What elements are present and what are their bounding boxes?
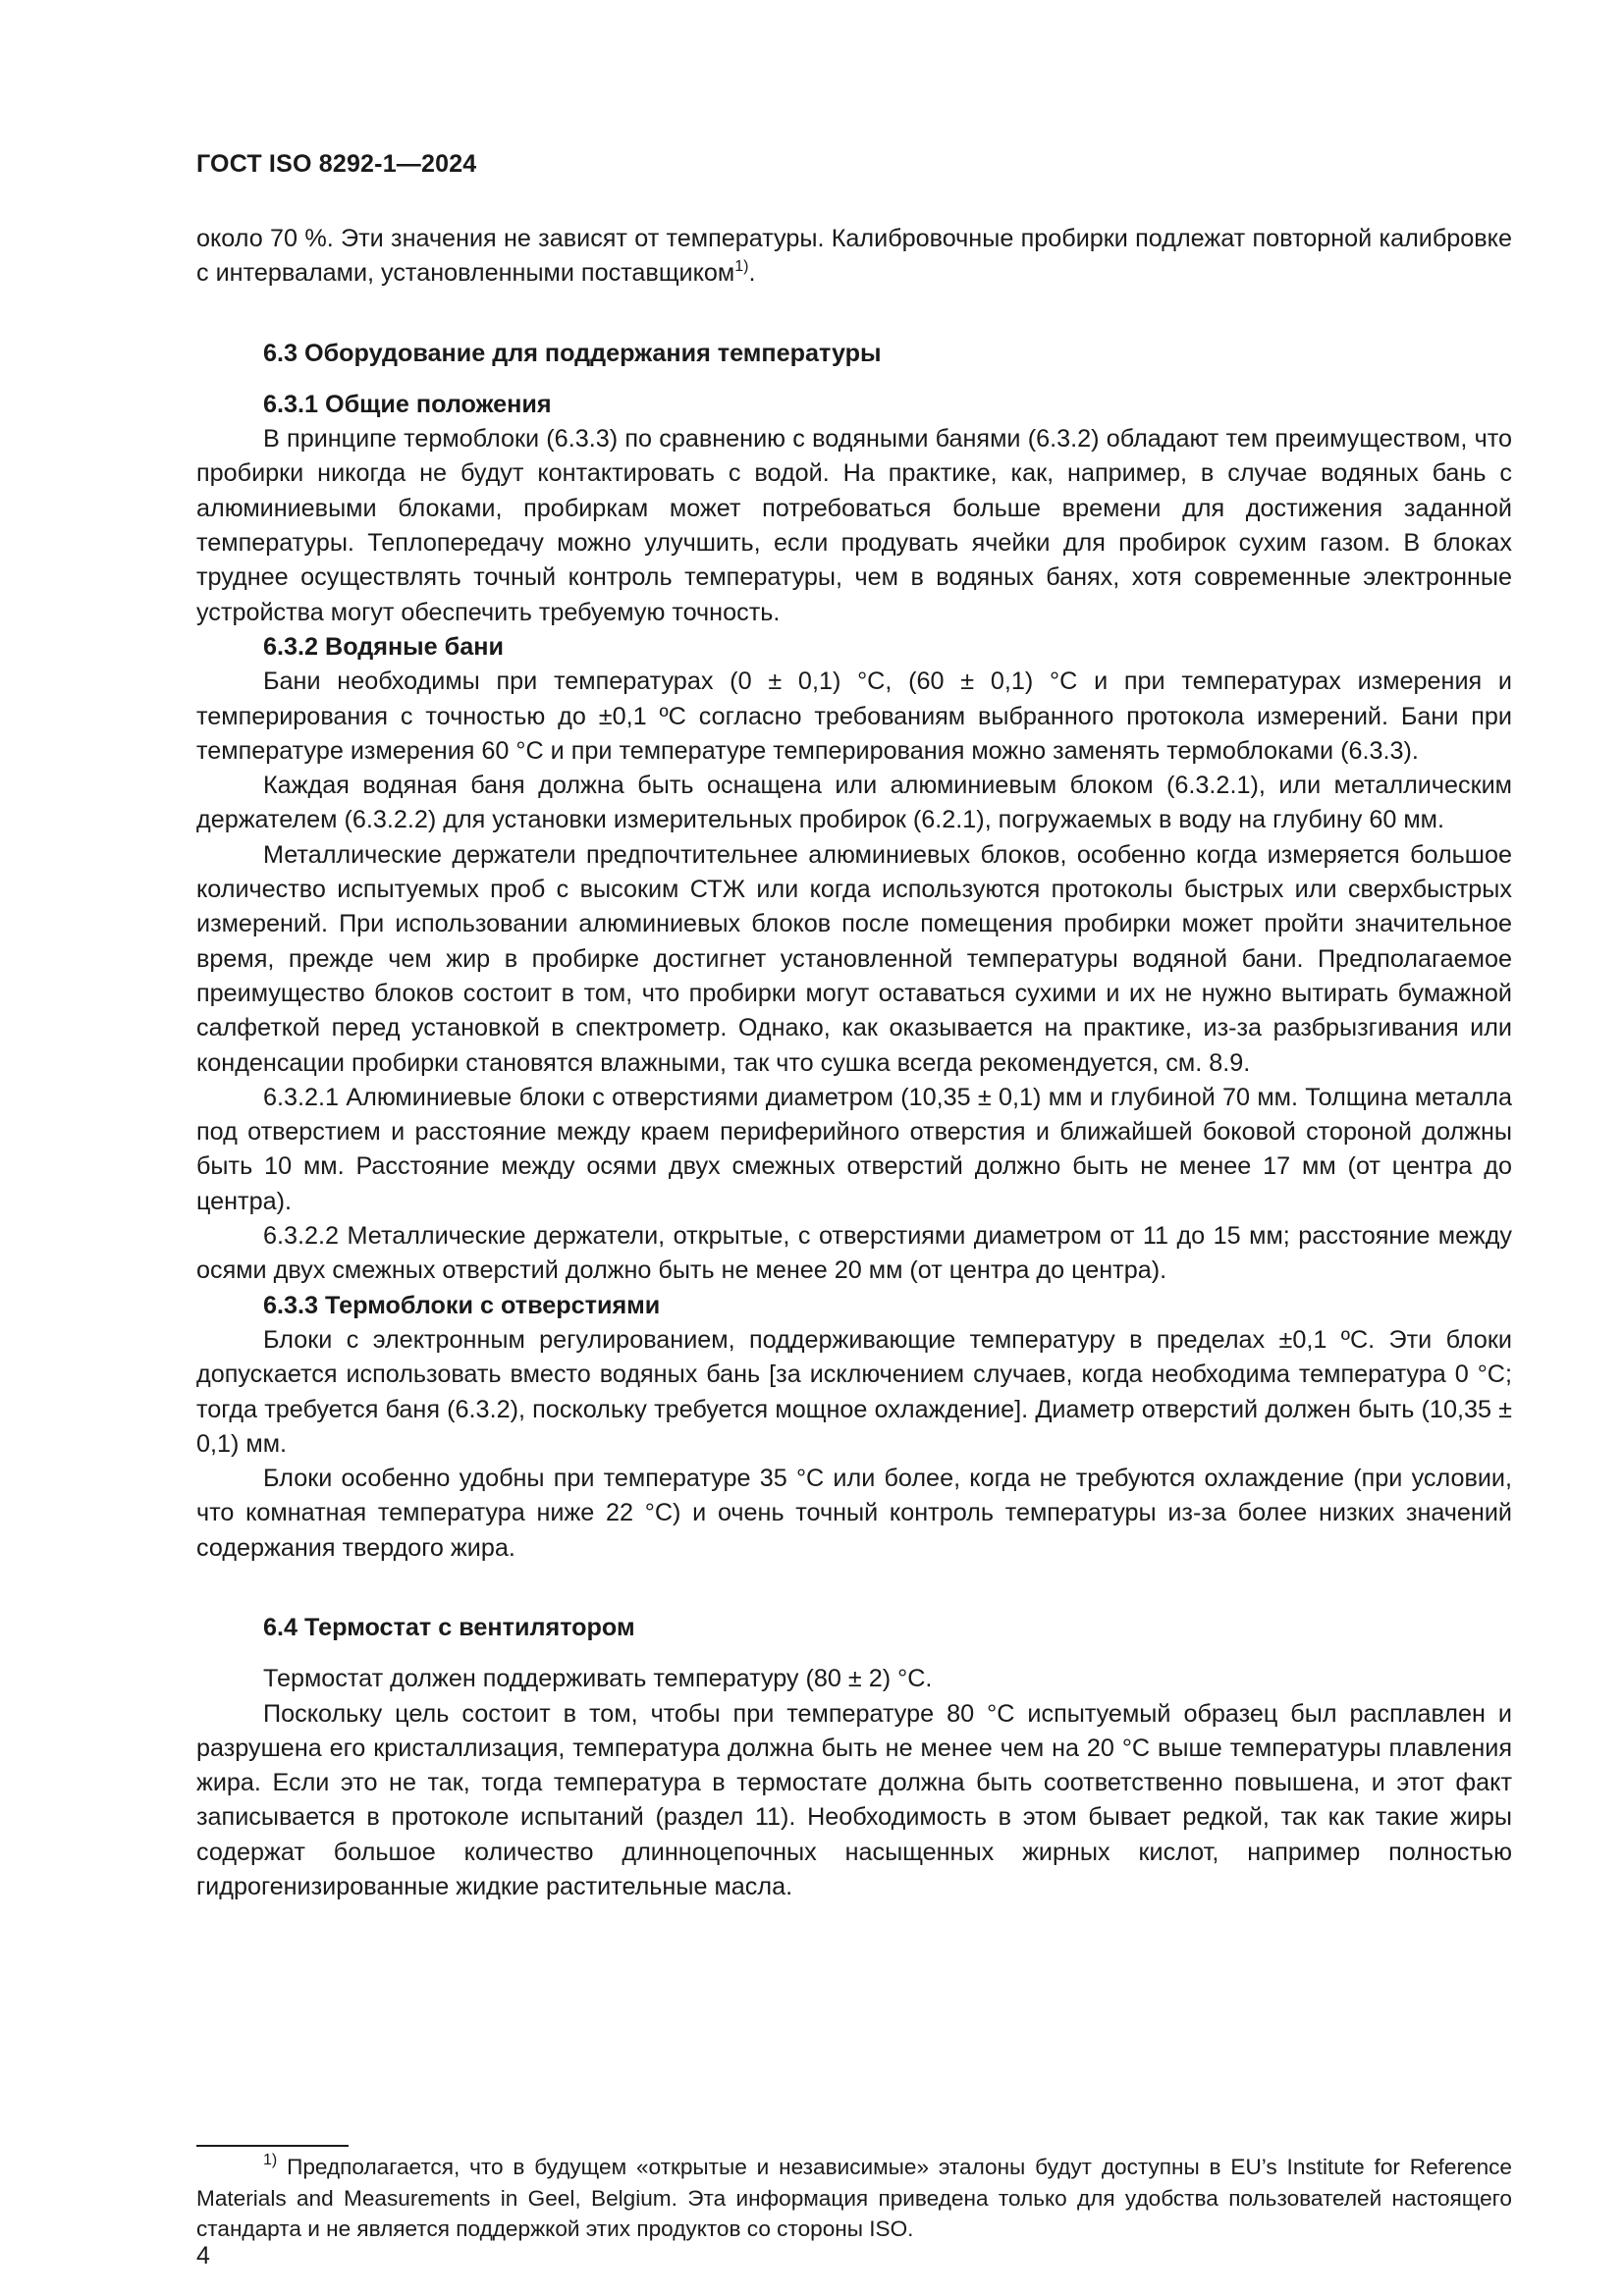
section-6-3-1-paragraph: В принципе термоблоки (6.3.3) по сравнению с водяными банями (6.3.2) обладают тем преимуществом, что пробирки никогда не будут контактировать с водой. На практике, как, например, в случае водяных бань с алюминиевыми блоками, пробиркам может потребоваться больше времени для достижения заданной температуры. Теплопередачу можно улучшить, если продувать ячейки для пробирок сухим газом. В блоках труднее осуществлять точный контроль температуры, чем в водяных банях, хотя современные электронные устройства могут обеспечить требуемую точность.: [196, 425, 1512, 626]
section-6-3-2-paragraph-1: Бани необходимы при температурах (0 ± 0,1) °С, (60 ± 0,1) °С и при температурах измерения и темперирования с точностью до ±0,1 ºС согласно требованиям выбранного протокола измерений. Бани при температуре измерения 60 °С и при температуре темперирования можно заменять термоблоками (6.3.3).: [196, 667, 1512, 765]
intro-text: около 70 %. Эти значения не зависят от температуры. Калибровочные пробирки подлежат повторной калибровке с интервалами, установленными поставщиком: [196, 225, 1512, 288]
section-6-3-2-paragraph-2: Каждая водяная баня должна быть оснащена или алюминиевым блоком (6.3.2.1), или металлическим держателем (6.3.2.2) для установки измерительных пробирок (6.2.1), погружаемых в воду на глубину 60 мм.: [196, 772, 1512, 834]
footnote-mark: 1): [263, 2152, 278, 2168]
section-6-3-2-2-paragraph: 6.3.2.2 Металлические держатели, открытые, с отверстиями диаметром от 11 до 15 мм; расстояние между осями двух смежных отверстий должно быть не менее 20 мм (от центра до центра).: [196, 1222, 1512, 1285]
section-6-3-heading: 6.3 Оборудование для поддержания температуры: [263, 339, 882, 367]
section-6-4-paragraph-1: Термостат должен поддерживать температуру (80 ± 2) °С.: [263, 1665, 933, 1693]
section-6-3-3-heading: 6.3.3 Термоблоки с отверстиями: [263, 1291, 661, 1319]
main-text: [196, 222, 1512, 1904]
section-6-3-2-1-paragraph: 6.3.2.1 Алюминиевые блоки с отверстиями диаметром (10,35 ± 0,1) мм и глубиной 70 мм. Толщина металла под отверстием и расстояние между краем периферийного отверстия и ближайшей боковой стороной должны быть 10 мм. Расстояние между осями двух смежных отверстий должно быть не менее 17 мм (от центра до центра).: [196, 1083, 1512, 1215]
footnote-text: Предполагается, что в будущем «открытые и независимые» эталоны будут доступны в EU’s Institute for Reference Materials and Measurements in Geel, Belgium. Эта информация приведена только для удобства пользователей настоящего стандарта и не является поддержкой этих продуктов со стороны ISO.: [196, 2155, 1512, 2241]
section-6-4-heading: 6.4 Термостат с вентилятором: [263, 1613, 635, 1641]
section-6-3-1-heading: 6.3.1 Общие положения: [263, 390, 552, 418]
section-6-3-2-heading: 6.3.2 Водяные бани: [263, 632, 504, 661]
section-6-3-3-paragraph-1: Блоки с электронным регулированием, поддерживающие температуру в пределах ±0,1 ºС. Эти блоки допускается использовать вместо водяных бань [за исключением случаев, когда необходима температура 0 °С; тогда требуется баня (6.3.2), поскольку требуется мощное охлаждение]. Диаметр отверстий должен быть (10,35 ± 0,1) мм.: [196, 1325, 1512, 1458]
footnote-reference[interactable]: 1): [734, 258, 749, 276]
intro-paragraph: [196, 222, 1512, 292]
section-6-3-3-paragraph-2: Блоки особенно удобны при температуре 35 °С или более, когда не требуются охлаждение (при условии, что комнатная температура ниже 22 °С) и очень точный контроль температуры из-за более низких значений содержания твердого жира.: [196, 1465, 1512, 1562]
intro-end: .: [748, 259, 756, 288]
footnote-separator: [196, 2145, 349, 2147]
footnote-mark-wrap: [196, 2152, 278, 2179]
section-6-3-2-paragraph-3: Металлические держатели предпочтительнее алюминиевых блоков, особенно когда измеряется большое количество испытуемых проб с высоким СТЖ или когда используются протоколы быстрых или сверхбыстрых измерений. При использовании алюминиевых блоков после помещения пробирки может пройти значительное время, прежде чем жир в пробирке достигнет установленной температуры водяной бани. Предполагаемое преимущество блоков состоит в том, что пробирки могут оставаться сухими и их не нужно вытирать бумажной салфеткой перед установкой в спектрометр. Однако, как оказывается на практике, из-за разбрызгивания или конденсации пробирки становятся влажными, так что сушка всегда рекомендуется, см. 8.9.: [196, 840, 1512, 1077]
footnote: [196, 2152, 1512, 2245]
running-header: ГОСТ ISO 8292-1—2024: [196, 150, 477, 178]
section-6-4-paragraph-2: Поскольку цель состоит в том, чтобы при температуре 80 °С испытуемый образец был расплавлен и разрушена его кристаллизация, температура должна быть не менее чем на 20 °С выше температуры плавления жира. Если это не так, тогда температура в термостате должна быть соответственно повышена, и этот факт записывается в протоколе испытаний (раздел 11). Необходимость в этом бывает редкой, так как такие жиры содержат большое количество длинноцепочных насыщенных жирных кислот, например полностью гидрогенизированные жидкие растительные масла.: [196, 1699, 1512, 1901]
page-number: 4: [196, 2242, 210, 2269]
